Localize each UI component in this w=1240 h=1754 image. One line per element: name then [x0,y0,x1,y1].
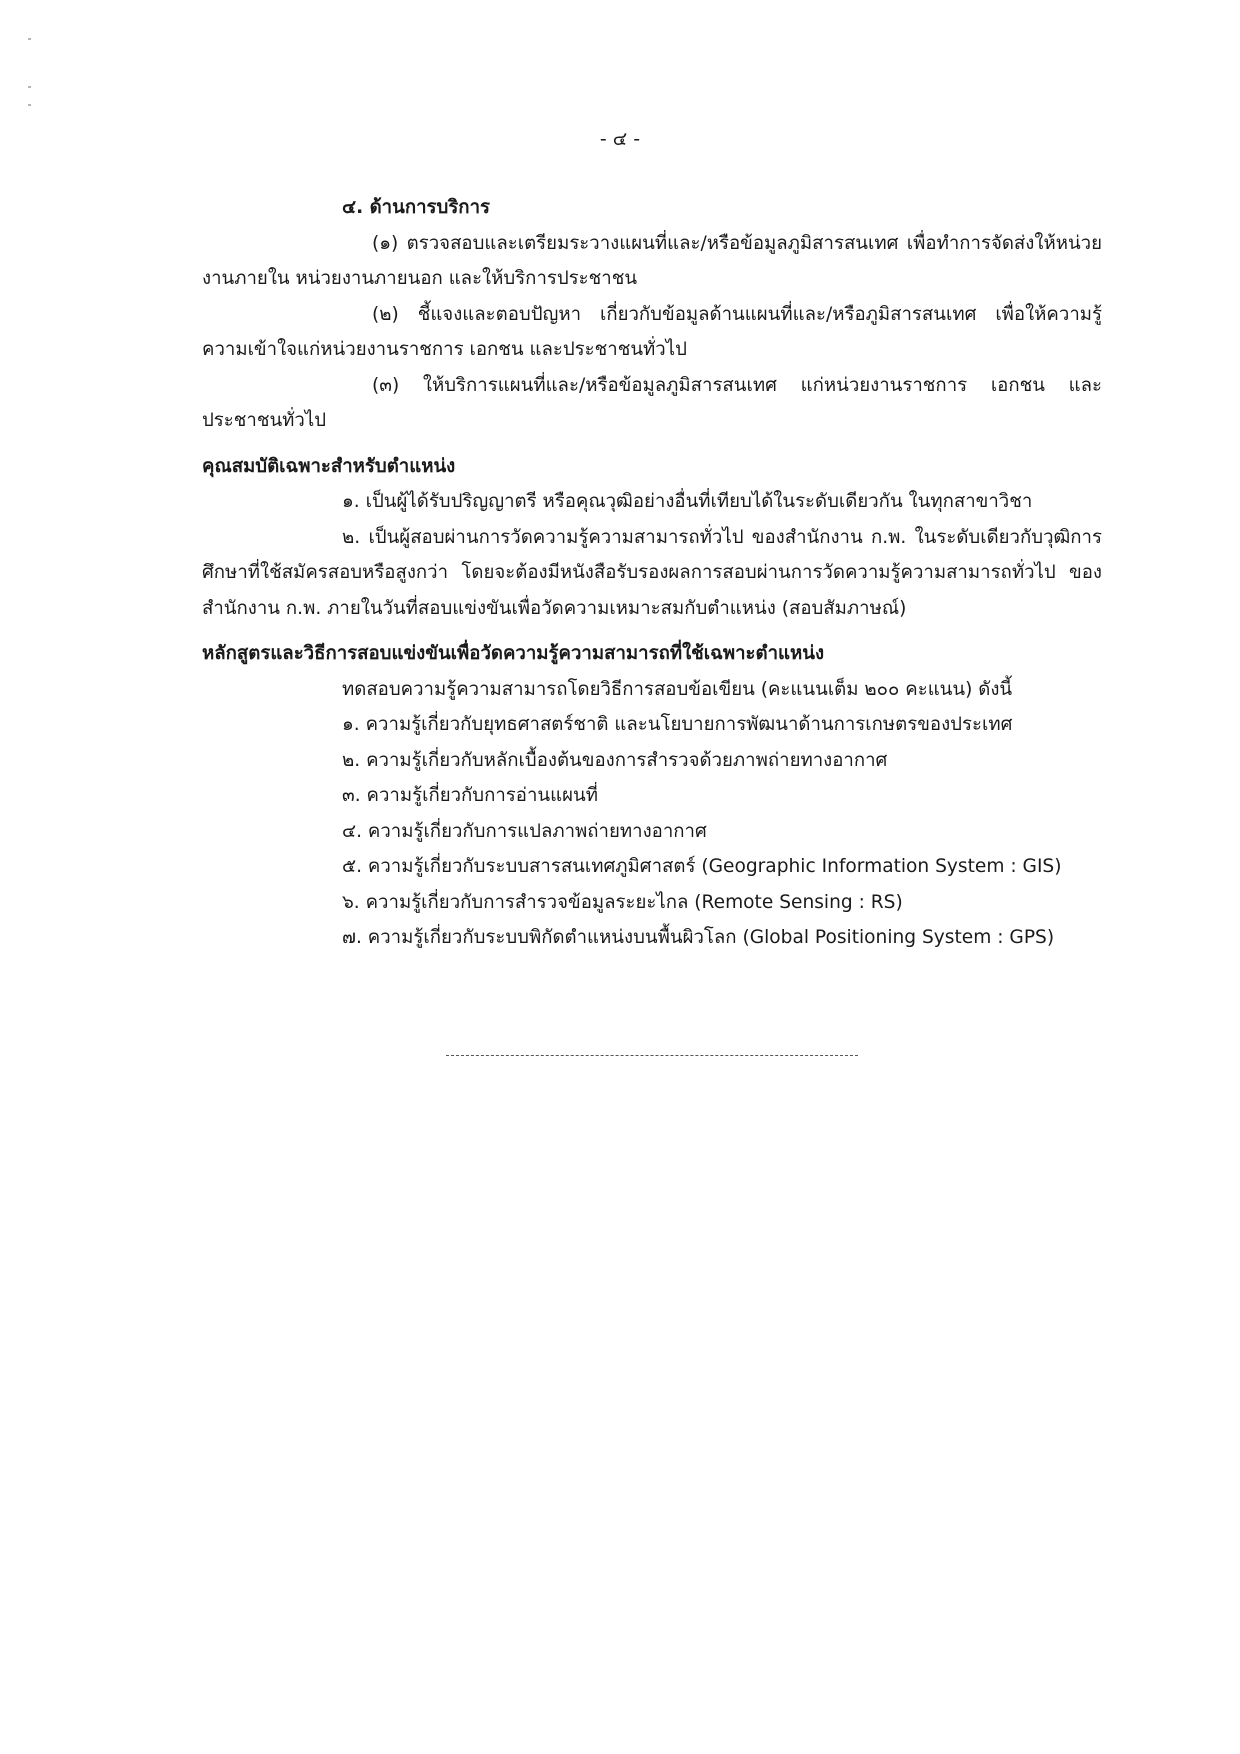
exam-intro: ทดสอบความรู้ความสามารถโดยวิธีการสอบข้อเขียน (คะแนนเต็ม ๒๐๐ คะแนน) ดังนี้ [342,678,1013,700]
exam-heading: หลักสูตรและวิธีการสอบแข่งขันเพื่อวัดความรู้ความสามารถที่ใช้เฉพาะตำแหน่ง [202,643,825,664]
qualification-item-2: ๒. เป็นผู้สอบผ่านการวัดความรู้ความสามารถทั่วไป ของสำนักงาน ก.พ. ในระดับเดียวกับวุฒิการศึกษาที่ใช้สมัครสอบหรือสูงกว่า โดยจะต้องมีหนังสือรับรองผลการสอบผ่านการวัดความรู้ความสามารถทั่วไป ของสำนักงาน ก.พ. ภายในวันที่สอบแข่งขันเพื่อวัดความเหมาะสมกับตำแหน่ง (สอบสัมภาษณ์) [202,526,1102,619]
document-body [202,190,1102,956]
exam-item-5: ๕. ความรู้เกี่ยวกับระบบสารสนเทศภูมิศาสตร์ (Geographic Information System : GIS) [342,856,1062,877]
service-paragraph-1: (๑) ตรวจสอบและเตรียมระวางแผนที่และ/หรือข้อมูลภูมิสารสนเทศ เพื่อทำการจัดส่งให้หน่วยงานภายใน หน่วยงานภายนอก และให้บริการประชาชน [202,232,1102,289]
scan-artifact-mark [28,38,31,40]
page-number: - ๔ - [599,128,641,150]
service-paragraph-3: (๓) ให้บริการแผนที่และ/หรือข้อมูลภูมิสารสนเทศ แก่หน่วยงานราชการ เอกชน และประชาชนทั่วไป [202,374,1102,431]
exam-item-7: ๗. ความรู้เกี่ยวกับระบบพิกัดตำแหน่งบนพื้นผิวโลก (Global Positioning System : GPS) [342,927,1055,948]
exam-item-6: ๖. ความรู้เกี่ยวกับการสำรวจข้อมูลระยะไกล (Remote Sensing : RS) [342,891,903,913]
exam-item-3: ๓. ความรู้เกี่ยวกับการอ่านแผนที่ [342,785,598,806]
scan-artifact-mark [28,86,31,88]
end-divider [446,1055,858,1056]
exam-item-2: ๒. ความรู้เกี่ยวกับหลักเบื้องต้นของการสำรวจด้วยภาพถ่ายทางอากาศ [342,749,888,771]
exam-item-4: ๔. ความรู้เกี่ยวกับการแปลภาพถ่ายทางอากาศ [342,820,707,842]
exam-item-1: ๑. ความรู้เกี่ยวกับยุทธศาสตร์ชาติ และนโยบายการพัฒนาด้านการเกษตรของประเทศ [342,714,1013,735]
qualification-item-1: ๑. เป็นผู้ได้รับปริญญาตรี หรือคุณวุฒิอย่างอื่นที่เทียบได้ในระดับเดียวกัน ในทุกสาขาวิชา [342,491,1033,512]
scan-artifact-mark [28,104,31,106]
qualifications-heading: คุณสมบัติเฉพาะสำหรับตำแหน่ง [202,455,456,477]
service-section-heading: ๔. ด้านการบริการ [342,197,490,218]
service-paragraph-2: (๒) ชี้แจงและตอบปัญหา เกี่ยวกับข้อมูลด้านแผนที่และ/หรือภูมิสารสนเทศ เพื่อให้ความรู้ความเข้าใจแก่หน่วยงานราชการ เอกชน และประชาชนทั่วไป [202,303,1102,360]
